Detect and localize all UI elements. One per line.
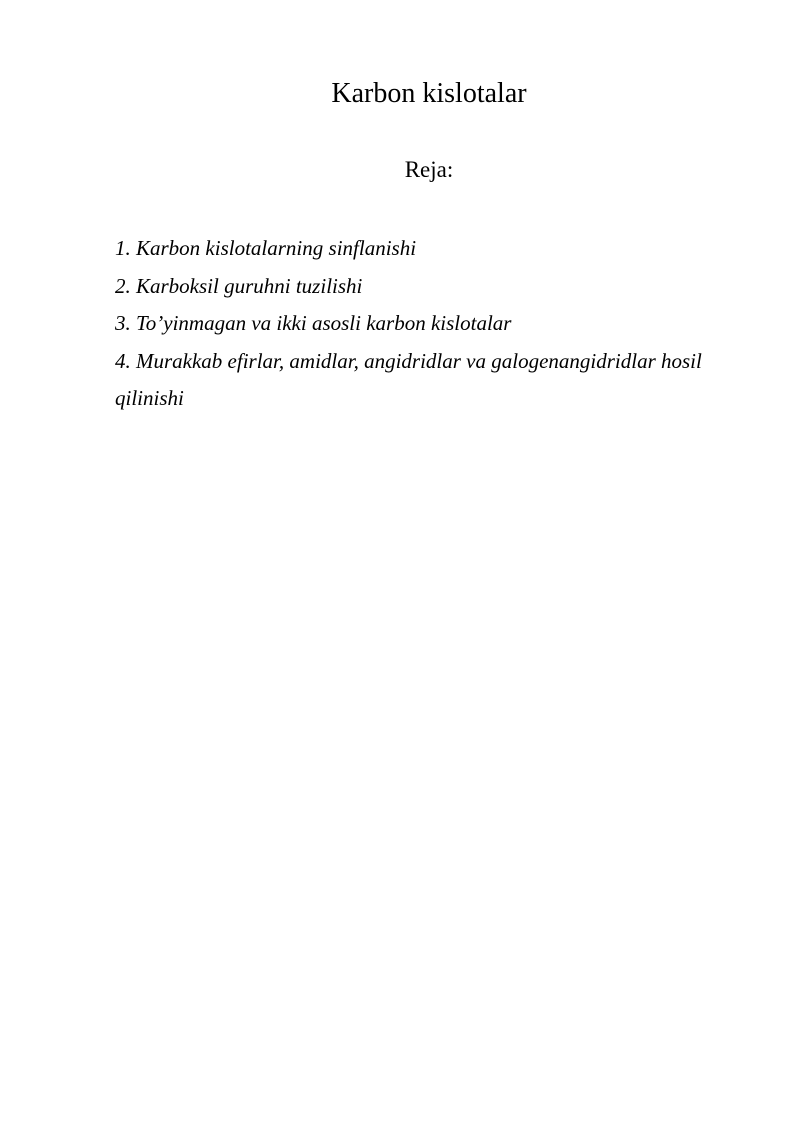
document-title: Karbon kislotalar [331,78,527,109]
plan-list [115,230,735,418]
plan-item-1: 1. Karbon kislotalarning sinflanishi [115,236,417,260]
plan-item-2: 2. Karboksil guruhni tuzilishi [115,273,363,298]
plan-item-3: 3. To’yinmagan va ikki asosli karbon kislotalar [115,311,512,335]
plan-heading: Reja: [404,157,454,182]
plan-item-4: 4. Murakkab efirlar, amidlar, angidridlar va galogenangidridlar hosil qilinishi [115,348,702,410]
